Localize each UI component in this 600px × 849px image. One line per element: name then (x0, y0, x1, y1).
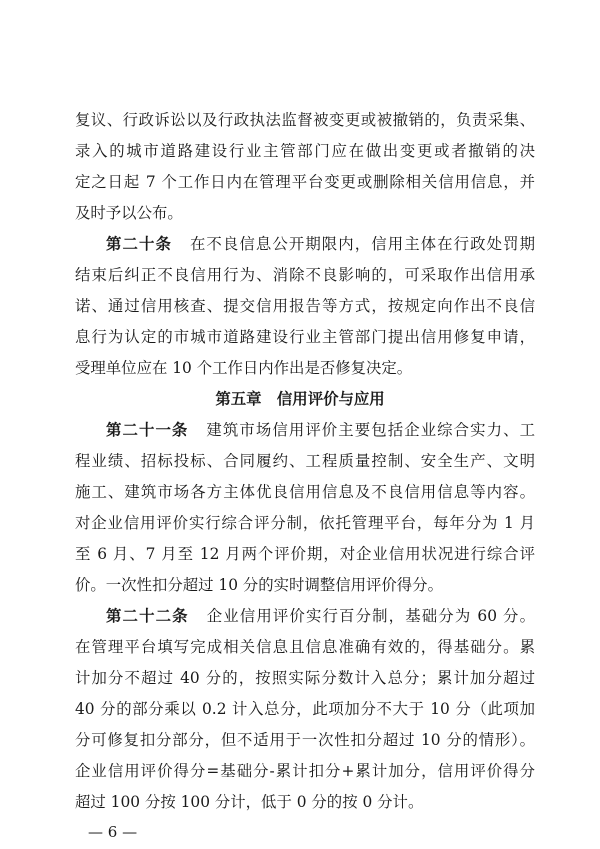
paragraph-line: 结束后纠正不良信用行为、消除不良影响的，可采取作出信用承 (75, 266, 535, 284)
paragraph-line: 录入的城市道路建设行业主管部门应在做出变更或者撤销的决 (75, 142, 535, 160)
chapter-heading: 第五章 信用评价与应用 (215, 390, 385, 408)
article-20-title: 第二十条 (106, 235, 172, 253)
paragraph-line: 息行为认定的市城市道路建设行业主管部门提出信用修复申请， (75, 328, 535, 346)
paragraph-line: 定之日起 7 个工作日内在管理平台变更或删除相关信用信息，并 (75, 173, 535, 191)
page-number: — 6 — (88, 823, 138, 841)
paragraph-line: 程业绩、招标投标、合同履约、工程质量控制、安全生产、文明 (75, 452, 535, 470)
paragraph-line: 至 6 月、7 月至 12 月两个评价期，对企业信用状况进行综合评 (75, 545, 535, 563)
article-20-first-line (106, 234, 535, 254)
paragraph-line: 施工、建筑市场各方主体优良信用信息及不良信用信息等内容。 (75, 483, 535, 501)
article-22-text: 企业信用评价实行百分制，基础分为 60 分。 (206, 607, 535, 625)
paragraph-line: 对企业信用评价实行综合评分制，依托管理平台，每年分为 1 月 (75, 514, 535, 532)
paragraph-line: 超过 100 分按 100 分计，低于 0 分的按 0 分计。 (75, 793, 424, 811)
article-22-title: 第二十二条 (106, 607, 189, 625)
paragraph-line: 诺、通过信用核查、提交信用报告等方式，按规定向作出不良信 (75, 297, 535, 315)
paragraph-line: 价。一次性扣分超过 10 分的实时调整信用评价得分。 (75, 576, 443, 594)
article-22-first-line (106, 606, 535, 626)
paragraph-line: 复议、行政诉讼以及行政执法监督被变更或被撤销的，负责采集、 (75, 111, 535, 129)
article-21-first-line (106, 420, 535, 440)
paragraph-line: 在管理平台填写完成相关信息且信息准确有效的，得基础分。累 (75, 638, 535, 656)
article-21-text: 建筑市场信用评价主要包括企业综合实力、工 (206, 421, 535, 439)
paragraph-line: 受理单位应在 10 个工作日内作出是否修复决定。 (75, 359, 413, 377)
paragraph-line: 企业信用评价得分=基础分-累计扣分+累计加分，信用评价得分 (75, 762, 535, 780)
paragraph-line: 计加分不超过 40 分的，按照实际分数计入总分；累计加分超过 (75, 669, 535, 687)
paragraph-line: 及时予以公布。 (75, 204, 183, 222)
article-20-text: 在不良信息公开期限内，信用主体在行政处罚期 (189, 235, 535, 253)
article-21-title: 第二十一条 (106, 421, 189, 439)
paragraph-line: 分可修复扣分部分，但不适用于一次性扣分超过 10 分的情形）。 (75, 731, 535, 749)
paragraph-line: 40 分的部分乘以 0.2 计入总分，此项加分不大于 10 分（此项加 (75, 700, 535, 718)
